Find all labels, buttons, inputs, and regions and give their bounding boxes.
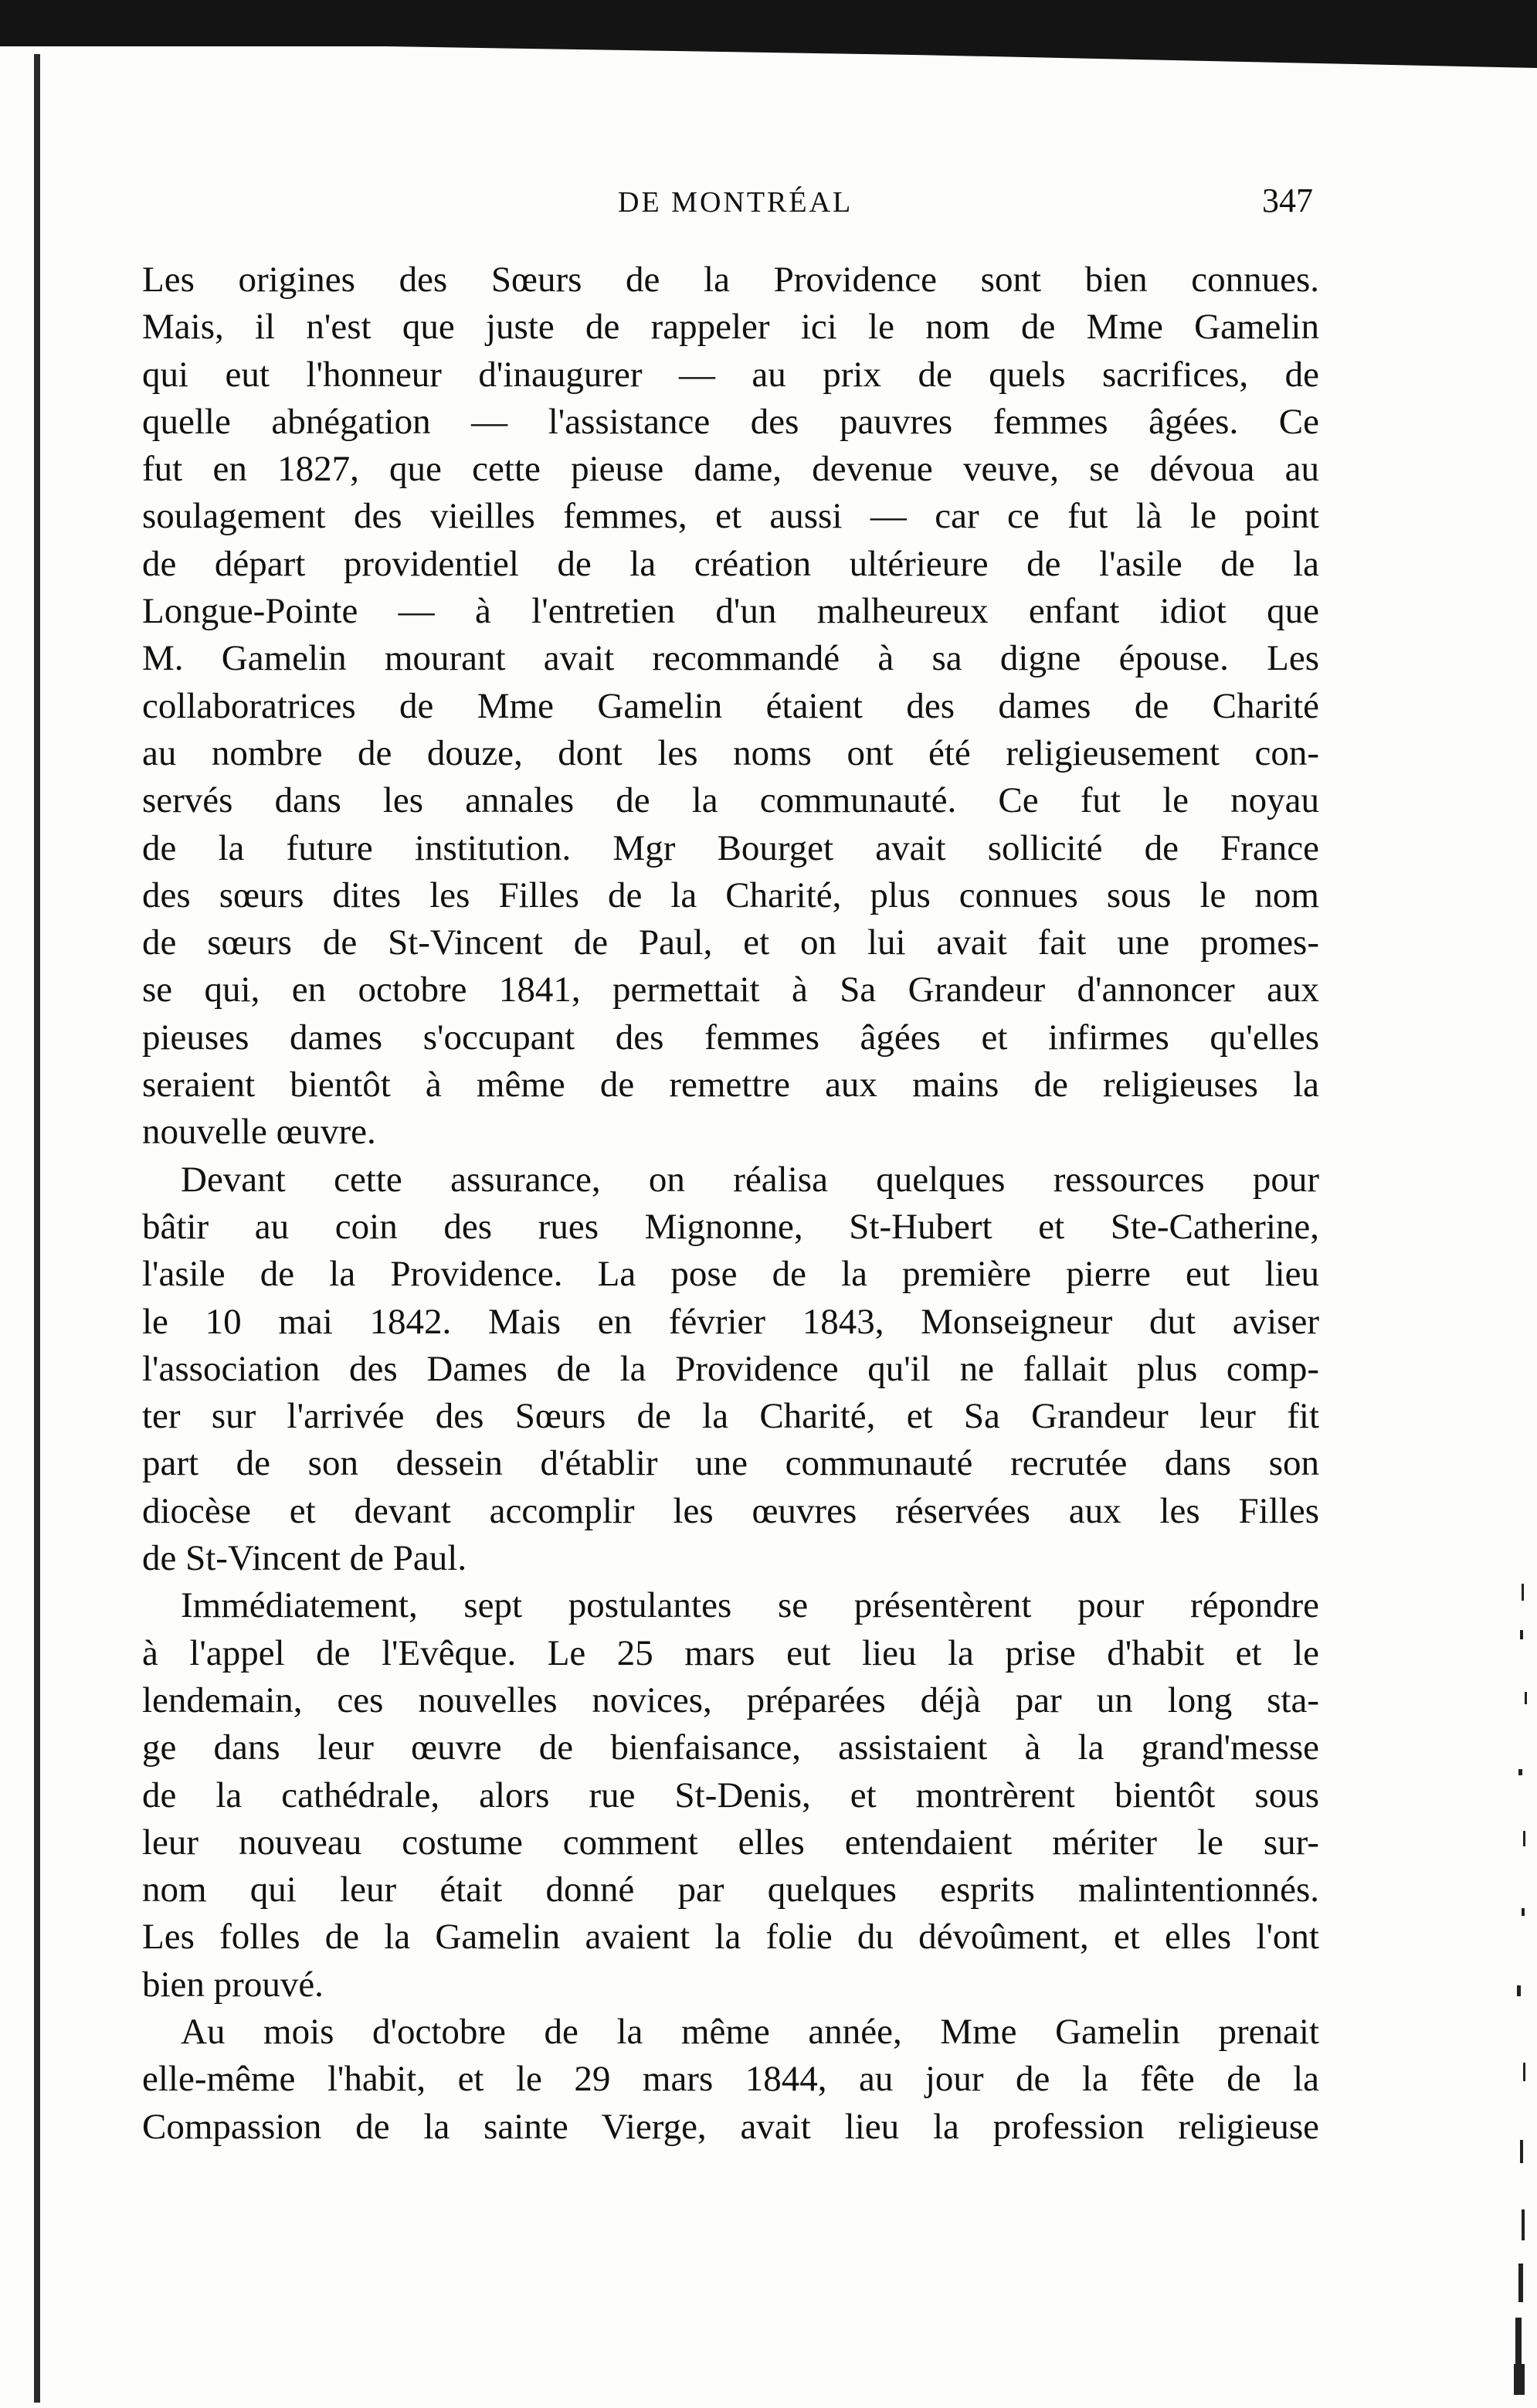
text-line: Longue-Pointe — à l'entretien d'un malheureux enfant idiot que: [142, 591, 1319, 632]
page-number: 347: [1262, 182, 1313, 219]
text-line: lendemain, ces nouvelles novices, préparées déjà par un long sta-: [142, 1679, 1319, 1720]
text-line: Immédiatement, sept postulantes se présentèrent pour répondre: [181, 1585, 1319, 1626]
text-line: nom qui leur était donné par quelques esprits malintentionnés.: [142, 1870, 1319, 1910]
text-line: bâtir au coin des rues Mignonne, St-Hubert et Ste-Catherine,: [142, 1206, 1319, 1247]
text-line: soulagement des vieilles femmes, et aussi — car ce fut là le point: [142, 496, 1319, 537]
text-line: se qui, en octobre 1841, permettait à Sa Grandeur d'annoncer aux: [142, 970, 1319, 1010]
text-line: quelle abnégation — l'assistance des pauvres femmes âgées. Ce: [142, 401, 1319, 442]
text-line: Les origines des Sœurs de la Providence sont bien connues.: [142, 260, 1319, 300]
text-line: pieuses dames s'occupant des femmes âgées et infirmes qu'elles: [142, 1017, 1319, 1058]
running-head: DE MONTRÉAL: [618, 186, 853, 219]
text-line: collaboratrices de Mme Gamelin étaient des dames de Charité: [142, 685, 1319, 726]
text-line: ge dans leur œuvre de bienfaisance, assistaient à la grand'messe: [142, 1727, 1319, 1768]
text-line: nouvelle œuvre.: [142, 1112, 376, 1153]
text-line: des sœurs dites les Filles de la Charité, plus connues sous le nom: [142, 875, 1319, 915]
text-line: diocèse et devant accomplir les œuvres réservées aux les Filles: [142, 1490, 1319, 1531]
text-line: de sœurs de St-Vincent de Paul, et on lui avait fait une promes-: [142, 922, 1319, 963]
text-line: fut en 1827, que cette pieuse dame, devenue veuve, se dévoua au: [142, 449, 1319, 490]
text-line: de St-Vincent de Paul.: [142, 1538, 467, 1579]
text-line: leur nouveau costume comment elles entendaient mériter le sur-: [142, 1822, 1319, 1863]
scan-left-edge: [34, 54, 40, 2403]
text-line: l'asile de la Providence. La pose de la première pierre eut lieu: [142, 1254, 1319, 1295]
text-line: Compassion de la sainte Vierge, avait lieu la profession religieuse: [142, 2106, 1319, 2147]
text-line: Devant cette assurance, on réalisa quelques ressources pour: [181, 1159, 1319, 1200]
text-line: Au mois d'octobre de la même année, Mme Gamelin prenait: [181, 2011, 1319, 2052]
text-line: servés dans les annales de la communauté. Ce fut le noyau: [142, 780, 1319, 821]
text-line: qui eut l'honneur d'inaugurer — au prix de quels sacrifices, de: [142, 354, 1319, 395]
text-line: Mais, il n'est que juste de rappeler ici le nom de Mme Gamelin: [142, 307, 1319, 348]
text-line: bien prouvé.: [142, 1964, 324, 2005]
text-line: ter sur l'arrivée des Sœurs de la Charité, et Sa Grandeur leur fit: [142, 1396, 1319, 1437]
text-line: part de son dessein d'établir une communauté recrutée dans son: [142, 1443, 1319, 1484]
text-line: le 10 mai 1842. Mais en février 1843, Monseigneur dut aviser: [142, 1301, 1319, 1342]
text-line: Les folles de la Gamelin avaient la folie du dévoûment, et elles l'ont: [142, 1917, 1319, 1958]
text-line: de la cathédrale, alors rue St-Denis, et montrèrent bientôt sous: [142, 1775, 1319, 1815]
scan-edge-noise: [1506, 1584, 1537, 2403]
text-line: de départ providentiel de la création ultérieure de l'asile de la: [142, 543, 1319, 584]
text-line: elle-même l'habit, et le 29 mars 1844, au jour de la fête de la: [142, 2059, 1319, 2100]
text-line: de la future institution. Mgr Bourget avait sollicité de France: [142, 827, 1319, 868]
body-text: [142, 256, 1319, 2151]
text-line: à l'appel de l'Evêque. Le 25 mars eut lieu la prise d'habit et le: [142, 1632, 1319, 1673]
page-header: [147, 182, 1313, 232]
text-line: l'association des Dames de la Providence qu'il ne fallait plus comp-: [142, 1348, 1319, 1389]
text-line: M. Gamelin mourant avait recommandé à sa digne épouse. Les: [142, 638, 1319, 679]
text-line: au nombre de douze, dont les noms ont été religieusement con-: [142, 732, 1319, 773]
text-line: seraient bientôt à même de remettre aux mains de religieuses la: [142, 1065, 1319, 1106]
